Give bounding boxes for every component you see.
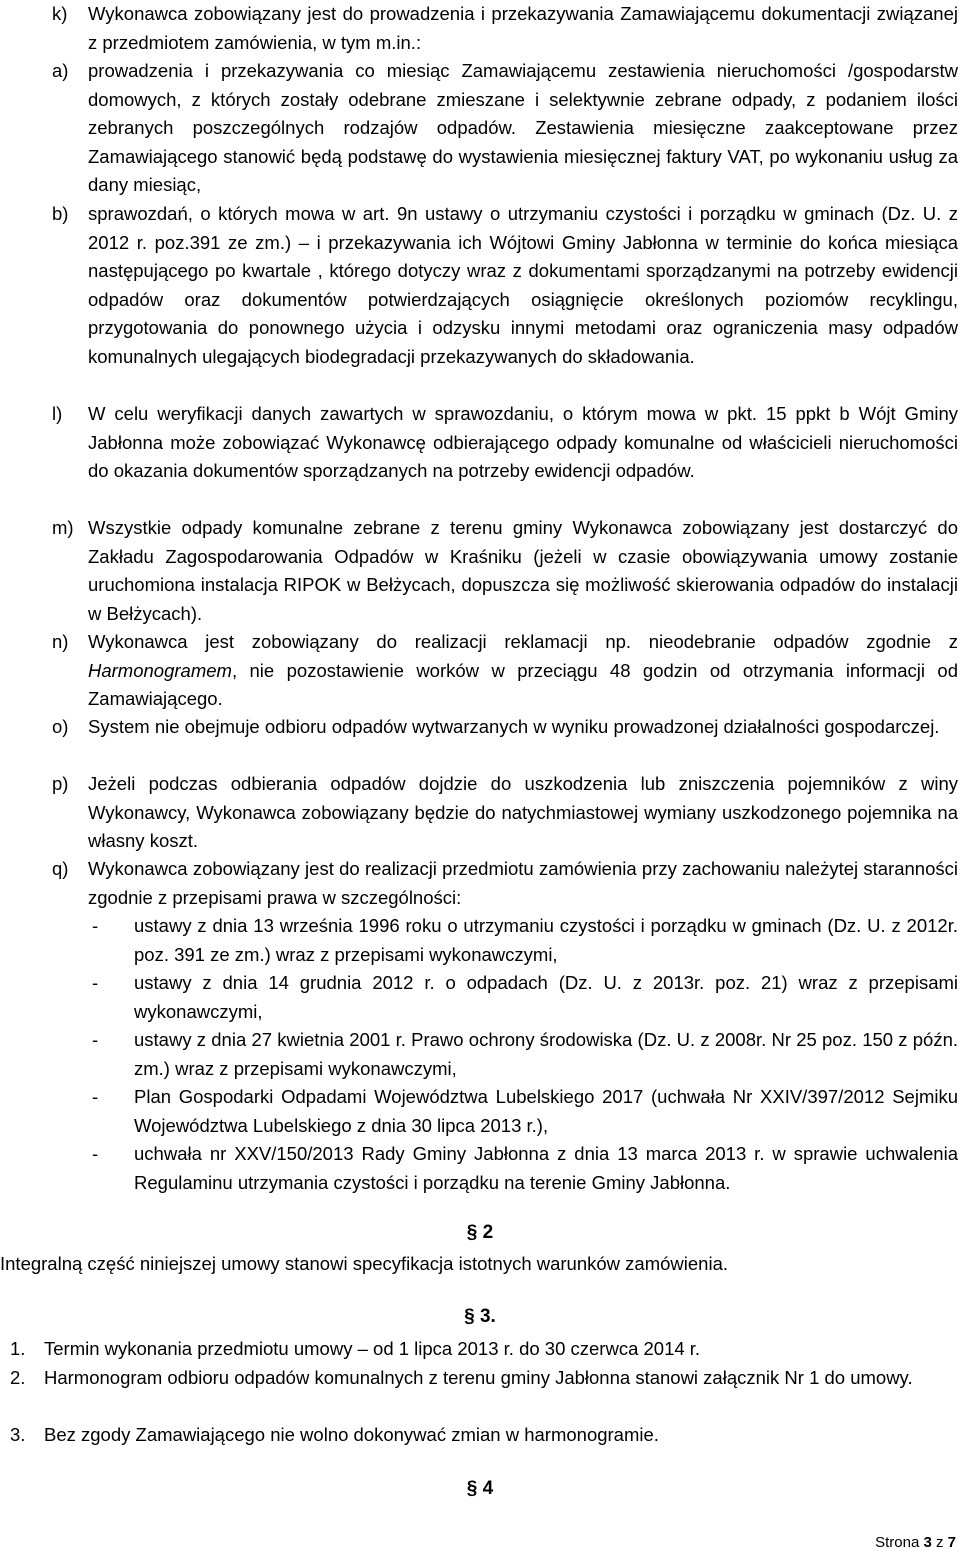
footer-total: 7 (947, 1534, 956, 1551)
numbered-item (10, 1421, 958, 1450)
item-text-italic: Harmonogramem (88, 659, 232, 681)
footer-mid: z (935, 1534, 944, 1551)
item-text: prowadzenia i przekazywania co miesiąc Zamawiającemu zestawienia nieruchomości /gospodarstw domowych, z których zostały odebrane zmieszane i selektywnie zebrane odpady, z podaniem ilości zebranych poszczególnych rodzajów odpadów. Zestawienia miesięczne zaakceptowane przez Zamawiającego stanowić będą podstawę do wystawienia miesięcznej faktury VAT, po wykonaniu usług za dany miesiąc, (88, 60, 958, 196)
item-text-post: , nie pozostawienie worków w przeciągu 48 godzin od otrzymania informacji od Zamawiającego. (88, 659, 958, 710)
item-text: Wszystkie odpady komunalne zebrane z terenu gminy Wykonawca zobowiązany jest dostarczyć do Zakładu Zagospodarowania Odpadów w Kraśniku (jeżeli w czasie obowiązywania umowy zostanie uruchomiona instalacja RIPOK w Bełżycach, dopuszcza się możliwość skierowania odpadów do instalacji w Bełżycach). (88, 517, 958, 624)
footer-page: 3 (923, 1534, 932, 1551)
item-label: b) (52, 203, 69, 224)
list-item-n (52, 628, 958, 714)
list-item-l (52, 400, 958, 486)
item-label: k) (52, 3, 68, 24)
dash-bullet: - (92, 1143, 99, 1164)
sub-list-item (92, 1083, 958, 1140)
sub-list-item (92, 1140, 958, 1197)
item-text: W celu weryfikacji danych zawartych w sprawozdaniu, o którym mowa w pkt. 15 ppkt b Wójt Gminy Jabłonna może zobowiązać Wykonawcę odbierającego odpady komunalne od właścicieli nieruchomości do okazania dokumentów sporządzanych na potrzeby ewidencji odpadów. (88, 403, 958, 482)
numbered-item (10, 1364, 958, 1393)
page-footer (875, 1534, 956, 1551)
list-item-q (52, 855, 958, 912)
item-label: p) (52, 773, 69, 794)
item-text (88, 628, 958, 714)
item-label: n) (52, 631, 69, 652)
sub-item-text: ustawy z dnia 27 kwietnia 2001 r. Prawo ochrony środowiska (Dz. U. z 2008r. Nr 25 poz. 150 z późn. zm.) wraz z przepisami wykonawczymi, (134, 1029, 958, 1079)
list-item-k (52, 0, 958, 57)
sub-item-text: ustawy z dnia 14 grudnia 2012 r. o odpadach (Dz. U. z 2013r. poz. 21) wraz z przepisami wykonawczymi, (134, 972, 958, 1022)
item-label: l) (52, 403, 63, 424)
footer-prefix: Strona (875, 1534, 920, 1551)
list-item-b (52, 200, 958, 372)
item-text: Wykonawca zobowiązany jest do prowadzenia i przekazywania Zamawiającemu dokumentacji związanej z przedmiotem zamówienia, w tym m.in.: (88, 3, 958, 53)
item-text: Wykonawca zobowiązany jest do realizacji przedmiotu zamówienia przy zachowaniu należytej staranności zgodnie z przepisami prawa w szczególności: (88, 858, 958, 908)
dash-bullet: - (92, 972, 99, 993)
item-number: 3. (10, 1424, 26, 1445)
item-text: Termin wykonania przedmiotu umowy – od 1 lipca 2013 r. do 30 czerwca 2014 r. (44, 1338, 701, 1359)
list-item-p (52, 770, 958, 856)
sub-item-text: Plan Gospodarki Odpadami Województwa Lubelskiego 2017 (uchwała Nr XXIV/397/2012 Sejmiku Województwa Lubelskiego z dnia 30 lipca 2013 r.), (134, 1086, 958, 1136)
sub-item-text: ustawy z dnia 13 września 1996 roku o utrzymaniu czystości i porządku w gminach (Dz. U. z 2012r. poz. 391 ze zm.) wraz z przepisami wykonawczymi, (134, 915, 958, 965)
list-item-a (52, 57, 958, 200)
sub-list-item (92, 1026, 958, 1083)
numbered-item (10, 1335, 958, 1364)
sub-list-item (92, 969, 958, 1026)
sub-list-item (92, 912, 958, 969)
item-text: Jeżeli podczas odbierania odpadów dojdzie do uszkodzenia lub zniszczenia pojemników z winy Wykonawcy, Wykonawca zobowiązany będzie do natychmiastowej wymiany uszkodzonego pojemnika na własny koszt. (88, 773, 958, 852)
item-number: 2. (10, 1367, 26, 1388)
list-item-m (52, 514, 958, 628)
item-label: q) (52, 858, 69, 879)
section-2-text: Integralną część niniejszej umowy stanowi specyfikacja istotnych warunków zamówienia. (0, 1253, 728, 1274)
dash-bullet: - (92, 1029, 99, 1050)
item-label: a) (52, 60, 69, 81)
item-text-pre: Wykonawca jest zobowiązany do realizacji reklamacji np. nieodebranie odpadów zgodnie z (88, 631, 958, 652)
item-label: m) (52, 517, 74, 538)
dash-bullet: - (92, 915, 99, 936)
section-heading-4: § 4 (466, 1478, 494, 1499)
item-text: Harmonogram odbioru odpadów komunalnych z terenu gminy Jabłonna stanowi załącznik Nr 1 do umowy. (44, 1367, 913, 1388)
item-label: o) (52, 716, 69, 737)
item-text: Bez zgody Zamawiającego nie wolno dokonywać zmian w harmonogramie. (44, 1424, 659, 1445)
list-item-o (52, 713, 958, 742)
item-number: 1. (10, 1338, 26, 1359)
dash-bullet: - (92, 1086, 99, 1107)
section-heading-2: § 2 (466, 1222, 494, 1243)
item-text: sprawozdań, o których mowa w art. 9n ustawy o utrzymaniu czystości i porządku w gminach (Dz. U. z 2012 r. poz.391 ze zm.) – i przekazywania ich Wójtowi Gminy Jabłonna w terminie do końca miesiąca następującego po kwartale , którego dotyczy wraz z dokumentami sporządzanymi na potrzeby ewidencji odpadów oraz dokumentów potwierdzających osiągnięcie określonych poziomów recyklingu, przygotowania do ponownego użycia i odzysku innymi metodami oraz ograniczenia masy odpadów komunalnych ulegających biodegradacji przekazywanych do składowania. (88, 203, 958, 367)
item-text: System nie obejmuje odbioru odpadów wytwarzanych w wyniku prowadzonej działalności gospodarczej. (88, 716, 940, 737)
sub-item-text: uchwała nr XXV/150/2013 Rady Gminy Jabłonna z dnia 13 marca 2013 r. w sprawie uchwalenia Regulaminu utrzymania czystości i porządku na terenie Gminy Jabłonna. (134, 1143, 958, 1193)
section-heading-3: § 3. (464, 1306, 496, 1327)
